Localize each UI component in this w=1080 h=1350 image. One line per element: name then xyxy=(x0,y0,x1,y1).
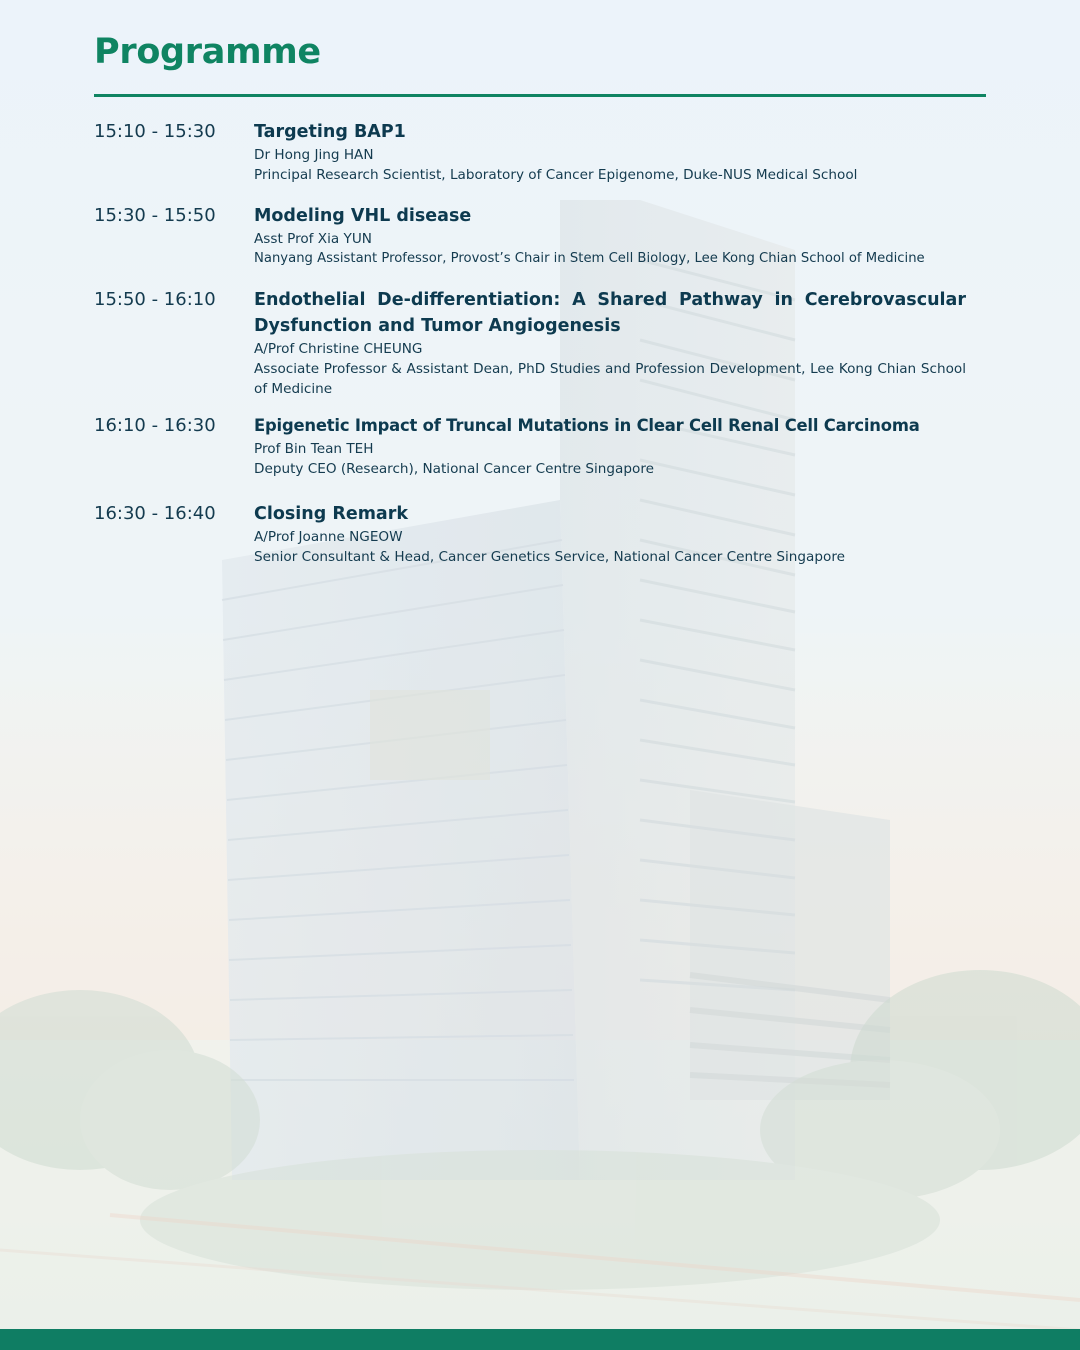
speaker-role: Deputy CEO (Research), National Cancer Centre Singapore xyxy=(254,461,654,477)
session-details xyxy=(254,501,966,567)
session-title: Modeling VHL disease xyxy=(254,206,472,226)
session-time: 15:30 - 15:50 xyxy=(94,205,216,226)
speaker-name: A/Prof Joanne NGEOW xyxy=(254,529,403,545)
session-title: Closing Remark xyxy=(254,504,409,524)
session-details xyxy=(254,413,966,479)
speaker-role: Associate Professor & Assistant Dean, PhD Studies and Profession Development, Lee Kong Chian School of Medicine xyxy=(254,361,966,397)
title-divider xyxy=(94,94,986,97)
speaker-role: Principal Research Scientist, Laboratory of Cancer Epigenome, Duke-NUS Medical School xyxy=(254,167,858,183)
footer-bar xyxy=(0,1329,1080,1350)
session-details xyxy=(254,203,966,269)
speaker-role: Nanyang Assistant Professor, Provost’s Chair in Stem Cell Biology, Lee Kong Chian School of Medicine xyxy=(254,251,925,266)
session-details xyxy=(254,119,966,185)
session-title: Targeting BAP1 xyxy=(254,122,406,142)
page-title: Programme xyxy=(94,32,321,72)
session-details xyxy=(254,287,966,399)
speaker-name: Asst Prof Xia YUN xyxy=(254,231,372,247)
speaker-name: Dr Hong Jing HAN xyxy=(254,147,374,163)
speaker-role: Senior Consultant & Head, Cancer Genetics Service, National Cancer Centre Singapore xyxy=(254,549,845,565)
session-time: 16:10 - 16:30 xyxy=(94,415,216,436)
session-time: 15:10 - 15:30 xyxy=(94,121,216,142)
session-title: Epigenetic Impact of Truncal Mutations in Clear Cell Renal Cell Carcinoma xyxy=(254,416,920,435)
session-time: 16:30 - 16:40 xyxy=(94,503,216,524)
session-title: Endothelial De-differentiation: A Shared Pathway in Cerebrovascular Dysfunction and Tumor Angiogenesis xyxy=(254,290,966,336)
speaker-name: Prof Bin Tean TEH xyxy=(254,441,374,457)
speaker-name: A/Prof Christine CHEUNG xyxy=(254,341,423,357)
session-time: 15:50 - 16:10 xyxy=(94,289,216,310)
